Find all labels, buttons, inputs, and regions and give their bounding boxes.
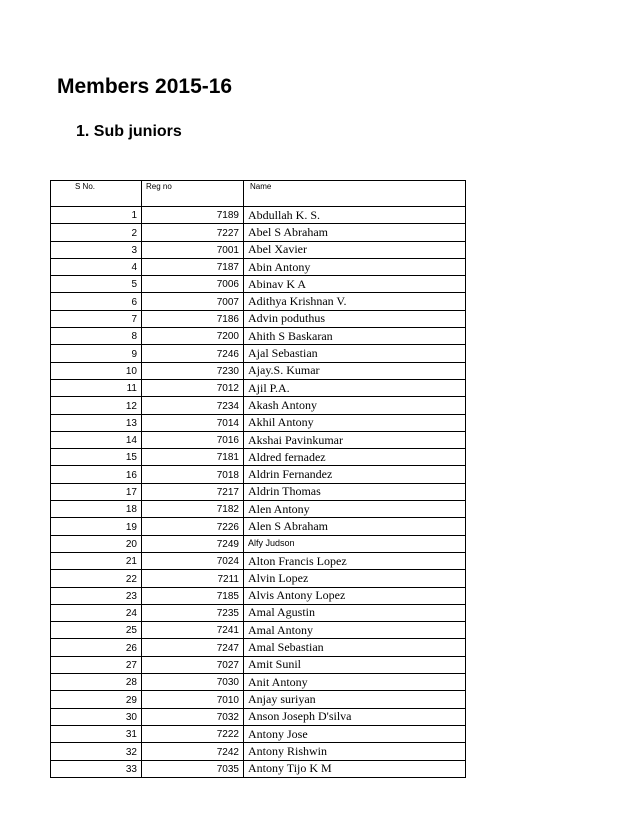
table-row xyxy=(51,587,466,604)
table-row xyxy=(51,379,466,396)
cell-name: Adithya Krishnan V. xyxy=(244,293,466,310)
table-row xyxy=(51,276,466,293)
cell-name: Aldrin Fernandez xyxy=(244,466,466,483)
table-row xyxy=(51,674,466,691)
cell-reg-no: 7181 xyxy=(142,449,244,466)
cell-sno: 8 xyxy=(51,328,142,345)
cell-name: Amal Antony xyxy=(244,622,466,639)
table-row xyxy=(51,207,466,224)
cell-reg-no: 7182 xyxy=(142,501,244,518)
table-row xyxy=(51,362,466,379)
cell-name: Anjay suriyan xyxy=(244,691,466,708)
table-row xyxy=(51,501,466,518)
table-row xyxy=(51,518,466,535)
cell-sno: 5 xyxy=(51,276,142,293)
members-table xyxy=(50,180,466,778)
cell-sno: 1 xyxy=(51,207,142,224)
cell-name: Antony Rishwin xyxy=(244,743,466,760)
cell-sno: 3 xyxy=(51,241,142,258)
cell-sno: 2 xyxy=(51,224,142,241)
cell-sno: 21 xyxy=(51,552,142,569)
cell-sno: 19 xyxy=(51,518,142,535)
cell-reg-no: 7241 xyxy=(142,622,244,639)
cell-name: Ajil P.A. xyxy=(244,379,466,396)
cell-name: Amal Sebastian xyxy=(244,639,466,656)
table-row xyxy=(51,535,466,552)
cell-name: Alvin Lopez xyxy=(244,570,466,587)
cell-name: Amit Sunil xyxy=(244,656,466,673)
cell-reg-no: 7242 xyxy=(142,743,244,760)
cell-reg-no: 7016 xyxy=(142,431,244,448)
cell-sno: 13 xyxy=(51,414,142,431)
cell-sno: 29 xyxy=(51,691,142,708)
cell-reg-no: 7227 xyxy=(142,224,244,241)
cell-sno: 26 xyxy=(51,639,142,656)
cell-name: Akshai Pavinkumar xyxy=(244,431,466,448)
cell-reg-no: 7246 xyxy=(142,345,244,362)
cell-name: Abinav K A xyxy=(244,276,466,293)
table-row xyxy=(51,414,466,431)
section-heading: 1. Sub juniors xyxy=(76,123,182,140)
table-row xyxy=(51,639,466,656)
cell-reg-no: 7186 xyxy=(142,310,244,327)
cell-reg-no: 7014 xyxy=(142,414,244,431)
cell-reg-no: 7222 xyxy=(142,725,244,742)
table-row xyxy=(51,431,466,448)
header-reg-no: Reg no xyxy=(142,181,244,207)
table-row xyxy=(51,293,466,310)
cell-reg-no: 7010 xyxy=(142,691,244,708)
cell-reg-no: 7230 xyxy=(142,362,244,379)
cell-reg-no: 7007 xyxy=(142,293,244,310)
cell-reg-no: 7018 xyxy=(142,466,244,483)
cell-name: Amal Agustin xyxy=(244,604,466,621)
cell-reg-no: 7012 xyxy=(142,379,244,396)
table-row xyxy=(51,466,466,483)
cell-sno: 20 xyxy=(51,535,142,552)
cell-name: Ajal Sebastian xyxy=(244,345,466,362)
table-row xyxy=(51,725,466,742)
cell-sno: 23 xyxy=(51,587,142,604)
table-row xyxy=(51,397,466,414)
table-row xyxy=(51,570,466,587)
table-row xyxy=(51,449,466,466)
cell-sno: 15 xyxy=(51,449,142,466)
cell-name: Aldrin Thomas xyxy=(244,483,466,500)
cell-sno: 22 xyxy=(51,570,142,587)
cell-sno: 14 xyxy=(51,431,142,448)
cell-reg-no: 7247 xyxy=(142,639,244,656)
cell-sno: 28 xyxy=(51,674,142,691)
table-header-row xyxy=(51,181,466,207)
cell-name: Akhil Antony xyxy=(244,414,466,431)
cell-name: Alton Francis Lopez xyxy=(244,552,466,569)
cell-sno: 33 xyxy=(51,760,142,777)
cell-sno: 9 xyxy=(51,345,142,362)
cell-name: Abel Xavier xyxy=(244,241,466,258)
table-row xyxy=(51,743,466,760)
cell-sno: 11 xyxy=(51,379,142,396)
cell-name: Ajay.S. Kumar xyxy=(244,362,466,379)
cell-sno: 7 xyxy=(51,310,142,327)
cell-reg-no: 7030 xyxy=(142,674,244,691)
cell-sno: 16 xyxy=(51,466,142,483)
cell-reg-no: 7006 xyxy=(142,276,244,293)
cell-sno: 31 xyxy=(51,725,142,742)
cell-reg-no: 7024 xyxy=(142,552,244,569)
cell-name: Abel S Abraham xyxy=(244,224,466,241)
table-row xyxy=(51,622,466,639)
page-title: Members 2015-16 xyxy=(57,75,233,98)
table-row xyxy=(51,604,466,621)
table-row xyxy=(51,760,466,777)
cell-reg-no: 7226 xyxy=(142,518,244,535)
cell-reg-no: 7027 xyxy=(142,656,244,673)
cell-name: Alvis Antony Lopez xyxy=(244,587,466,604)
table-row xyxy=(51,691,466,708)
cell-name: Anson Joseph D'silva xyxy=(244,708,466,725)
cell-reg-no: 7189 xyxy=(142,207,244,224)
cell-reg-no: 7211 xyxy=(142,570,244,587)
cell-reg-no: 7001 xyxy=(142,241,244,258)
cell-reg-no: 7035 xyxy=(142,760,244,777)
cell-name: Antony Tijo K M xyxy=(244,760,466,777)
table-row xyxy=(51,241,466,258)
cell-reg-no: 7187 xyxy=(142,258,244,275)
cell-name: Abin Antony xyxy=(244,258,466,275)
table-row xyxy=(51,224,466,241)
members-table-body xyxy=(51,181,466,778)
cell-name: Ahith S Baskaran xyxy=(244,328,466,345)
cell-sno: 32 xyxy=(51,743,142,760)
cell-sno: 10 xyxy=(51,362,142,379)
cell-reg-no: 7235 xyxy=(142,604,244,621)
cell-sno: 30 xyxy=(51,708,142,725)
cell-name: Anit Antony xyxy=(244,674,466,691)
cell-reg-no: 7200 xyxy=(142,328,244,345)
cell-name: Alen S Abraham xyxy=(244,518,466,535)
cell-reg-no: 7234 xyxy=(142,397,244,414)
table-row xyxy=(51,708,466,725)
cell-sno: 12 xyxy=(51,397,142,414)
table-row xyxy=(51,656,466,673)
cell-name: Alen Antony xyxy=(244,501,466,518)
cell-sno: 6 xyxy=(51,293,142,310)
table-row xyxy=(51,345,466,362)
table-row xyxy=(51,258,466,275)
cell-reg-no: 7249 xyxy=(142,535,244,552)
cell-name: Akash Antony xyxy=(244,397,466,414)
cell-sno: 27 xyxy=(51,656,142,673)
cell-name: Abdullah K. S. xyxy=(244,207,466,224)
cell-reg-no: 7217 xyxy=(142,483,244,500)
header-name: Name xyxy=(244,181,466,207)
table-row xyxy=(51,310,466,327)
table-row xyxy=(51,483,466,500)
cell-sno: 17 xyxy=(51,483,142,500)
cell-reg-no: 7032 xyxy=(142,708,244,725)
table-row xyxy=(51,552,466,569)
cell-name: Advin poduthus xyxy=(244,310,466,327)
header-sno: S No. xyxy=(51,181,142,207)
cell-name: Aldred fernadez xyxy=(244,449,466,466)
cell-name: Alfy Judson xyxy=(244,535,466,552)
cell-sno: 18 xyxy=(51,501,142,518)
cell-sno: 25 xyxy=(51,622,142,639)
table-row xyxy=(51,328,466,345)
cell-name: Antony Jose xyxy=(244,725,466,742)
cell-sno: 4 xyxy=(51,258,142,275)
cell-reg-no: 7185 xyxy=(142,587,244,604)
cell-sno: 24 xyxy=(51,604,142,621)
